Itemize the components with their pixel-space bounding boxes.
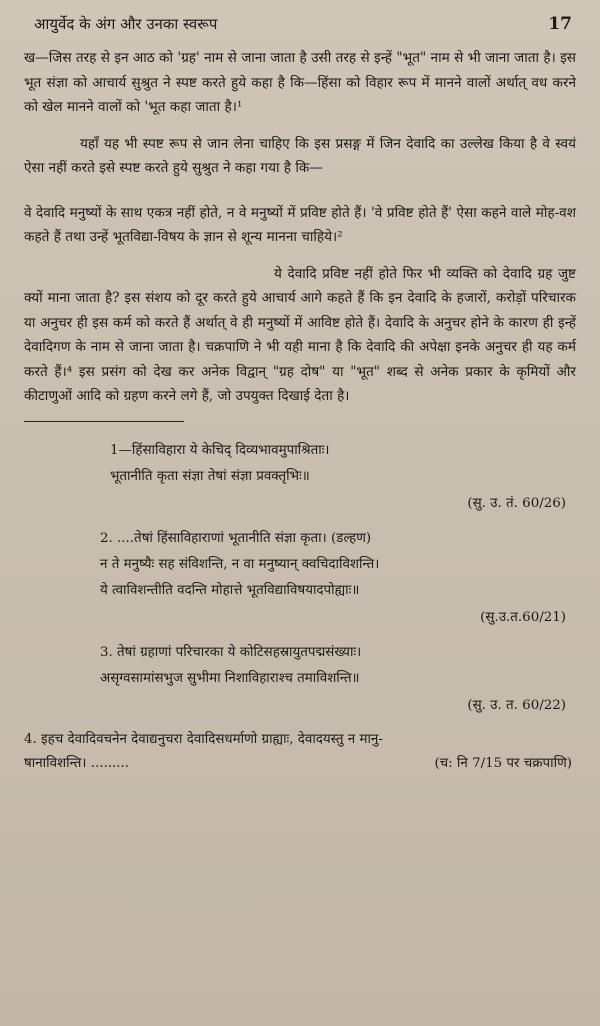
footnote-divider	[24, 421, 184, 422]
paragraph-3: वे देवादि मनुष्यों के साथ एकत्र नहीं होते, न वे मनुष्यों में प्रविष्ट होते हैं। 'वे प्रविष्ट होते हैं' ऐसा कहने वाले मोह-वश कहते हैं तथा उन्हें भूतविद्या-विषय के ज्ञान से शून्य मानना चाहिये।²	[24, 204, 576, 245]
paragraph-4: ये देवादि प्रविष्ट नहीं होते फिर भी व्यक्ति को देवादि ग्रह जुष्ट क्यों माना जाता है? इस संशय को दूर करते हुये आचार्य आगे कहते हैं कि इन देवादि के हजारों, करोड़ों परिचारक या अनुचर ही इस कर्म को करते हैं अर्थात् वे ही मनुष्यों में आविष्ट होते हैं। देवादि के अनुचर होने के कारण ही इन्हें देवादिगण के नाम से जाना जाता है। चक्रपाणि ने भी यही माना है कि देवादि की अपेक्षा इनके अनुचर ही यह कर्म करते हैं।⁴ इस प्रसंग को देख कर अनेक विद्वान् "ग्रह दोष" या "भूत" शब्द से अनेक प्रकार के कृमियों और कीटाणुओं आदि को ग्रहण करने लगे हैं, जो उपयुक्त दिखाई देता है।	[24, 265, 576, 404]
footnote-1-line-2: भूतानीति कृता संज्ञा तेषां संज्ञा प्रवक्तृभिः॥	[110, 468, 310, 484]
footnote-3-reference: (सु. उ. त. 60/22)	[467, 697, 566, 713]
footnote-3	[24, 640, 576, 720]
footnote-4	[24, 728, 576, 776]
footnote-3-line-1: 3. तेषां ग्रहाणां परिचारका ये कोटिसहस्रायुतपद्मसंख्याः।	[100, 644, 362, 660]
footnote-2	[24, 526, 576, 632]
footnote-2-line-1: 2. ....तेषां हिंसाविहाराणां भूतानीति संज्ञा कृता। (डल्हण)	[100, 530, 372, 546]
footnote-4-line-2	[24, 752, 576, 776]
page-number: 17	[548, 14, 572, 34]
paragraph-1: ख—जिस तरह से इन आठ को 'ग्रह' नाम से जाना जाता है उसी तरह से इन्हें "भूत" नाम से भी जाना जाता है। इस भूत संज्ञा को आचार्य सुश्रुत ने स्पष्ट करते हुये कहा है कि—हिंसा को विहार रूप में मानने वालों अर्थात् वध करने को खेल मानने वालों को 'भूत कहा जाता है।¹	[24, 50, 576, 115]
footnote-2-reference: (सु.उ.त.60/21)	[480, 609, 566, 625]
footnote-2-line-2: न ते मनुष्यैः सह संविशन्ति, न वा मनुष्यान् क्वचिदाविशन्ति।	[100, 556, 380, 572]
footnote-2-line-3: ये त्वाविशन्तीति वदन्ति मोहात्ते भूतविद्याविषयादपोह्याः॥	[100, 582, 360, 598]
footnote-3-line-2: असृग्वसामांसभुज सुभीमा निशाविहाराश्च तमाविशन्ति॥	[100, 670, 360, 686]
footnote-4-reference: (च: नि 7/15 पर चक्रपाणि)	[434, 755, 572, 771]
footnote-1	[24, 438, 576, 518]
footnote-4-line-1: 4. इहच देवादिवचनेन देवाद्यनुचरा देवादिसधर्माणो ग्राह्याः, देवादयस्तु न मानु-	[24, 731, 383, 747]
footnote-1-reference: (सु. उ. तं. 60/26)	[467, 495, 566, 511]
running-header	[24, 14, 576, 34]
footnote-1-line-1: 1—हिंसाविहारा ये केचिद् दिव्यभावमुपाश्रिताः।	[110, 442, 330, 458]
chapter-title: आयुर्वेद के अंग और उनका स्वरूप	[34, 15, 218, 33]
paragraph-2: यहाँ यह भी स्पष्ट रूप से जान लेना चाहिए कि इस प्रसङ्ग में जिन देवादि का उल्लेख किया है वे स्वयं ऐसा नहीं करते इसे स्पष्ट करते हुये सुश्रुत ने कहा गया है कि—	[24, 135, 576, 176]
footnote-4-line-2-text: षानाविशन्ति। .........	[24, 755, 129, 771]
